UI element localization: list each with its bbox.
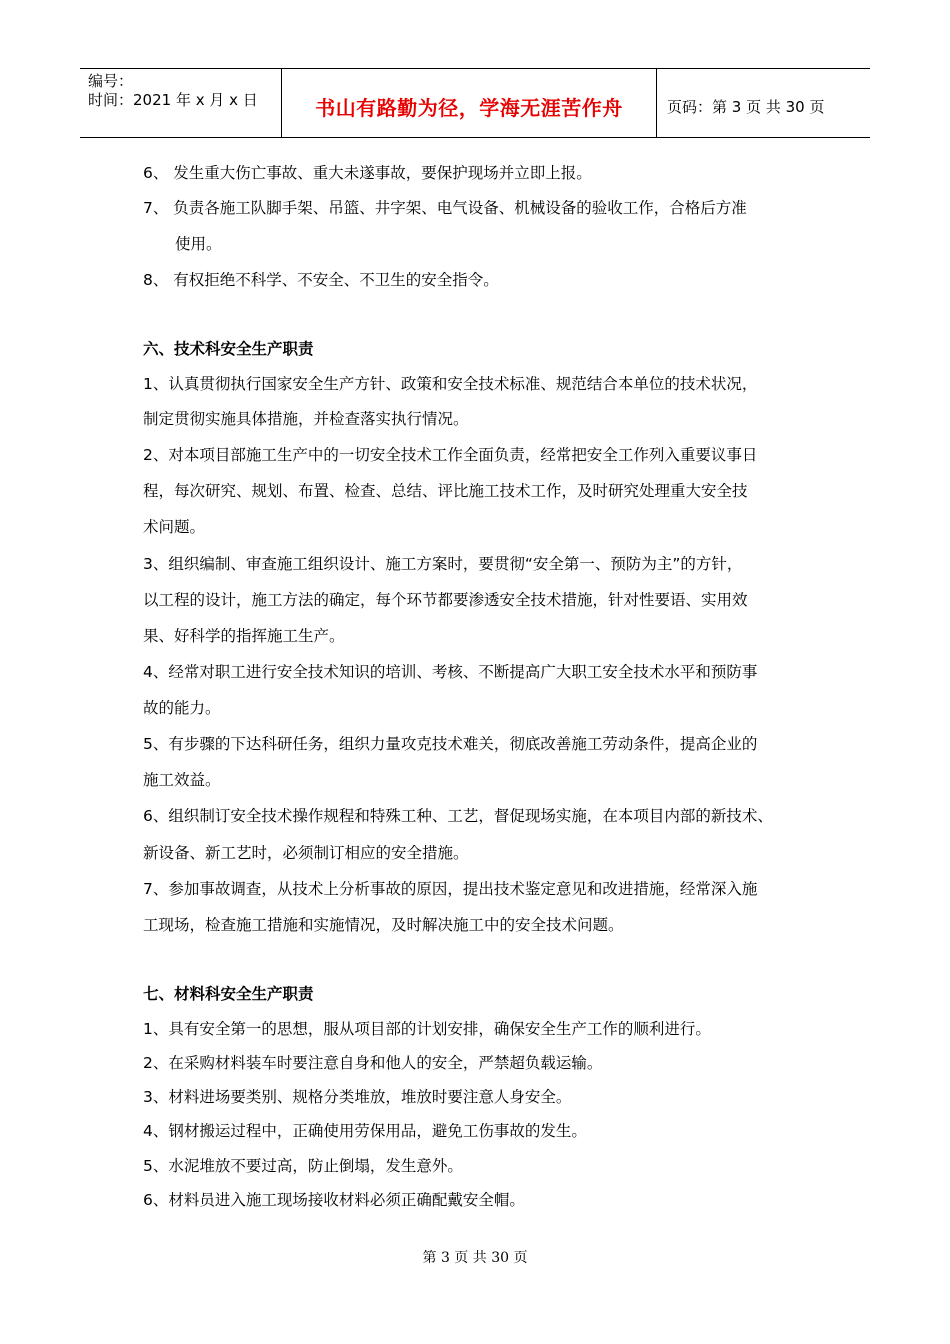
list-item: 8、 有权拒绝不科学、不安全、不卫生的安全指令。 [143,271,499,289]
paragraph-line: 5、有步骤的下达科研任务，组织力量攻克技术难关，彻底改善施工劳动条件，提高企业的 [143,735,758,753]
paragraph-line: 3、组织编制、审查施工组织设计、施工方案时，要贯彻“安全第一、预防为主”的方针， [143,555,743,573]
list-item-continuation: 使用。 [175,235,222,253]
page-footer: 第 3 页 共 30 页 [422,1250,528,1266]
document-number-label: 编号： [88,72,134,90]
paragraph-line: 制定贯彻实施具体措施，并检查落实执行情况。 [143,410,469,428]
paragraph-line: 施工效益。 [143,771,221,789]
document-date: 时间：2021 年 x 月 x 日 [88,91,258,109]
paragraph-line: 2、对本项目部施工生产中的一切安全技术工作全面负责，经常把安全工作列入重要议事日 [143,446,758,464]
paragraph-line: 术问题。 [143,518,206,536]
paragraph-line: 6、材料员进入施工现场接收材料必须正确配戴安全帽。 [143,1191,525,1209]
section-heading-materials: 七、材料科安全生产职责 [143,985,314,1003]
paragraph-line: 7、参加事故调查，从技术上分析事故的原因，提出技术鉴定意见和改进措施，经常深入施 [143,880,758,898]
paragraph-line: 果、好科学的指挥施工生产。 [143,627,345,645]
header-motto: 书山有路勤为径，学海无涯苦作舟 [315,95,623,120]
paragraph-line: 故的能力。 [143,699,221,717]
paragraph-line: 5、水泥堆放不要过高，防止倒塌，发生意外。 [143,1157,463,1175]
paragraph-line: 1、具有安全第一的思想，服从项目部的计划安排，确保安全生产工作的顺利进行。 [143,1020,711,1038]
paragraph-line: 6、组织制订安全技术操作规程和特殊工种、工艺，督促现场实施，在本项目内部的新技术、 [143,807,773,825]
header-page-info: 页码：第 3 页 共 30 页 [667,97,825,116]
list-item: 6、 发生重大伤亡事故、重大未遂事故，要保护现场并立即上报。 [143,164,592,182]
paragraph-line: 1、认真贯彻执行国家安全生产方针、政策和安全技术标准、规范结合本单位的技术状况， [143,375,758,393]
paragraph-line: 4、经常对职工进行安全技术知识的培训、考核、不断提高广大职工安全技术水平和预防事 [143,663,758,681]
paragraph-line: 2、在采购材料装车时要注意自身和他人的安全，严禁超负载运输。 [143,1054,603,1072]
paragraph-line: 3、材料进场要类别、规格分类堆放，堆放时要注意人身安全。 [143,1088,572,1106]
paragraph-line: 以工程的设计，施工方法的确定，每个环节都要渗透安全技术措施，针对性要语、实用效 [143,591,748,609]
list-item: 7、 负责各施工队脚手架、吊篮、井字架、电气设备、机械设备的验收工作，合格后方准 [143,199,747,217]
section-heading-tech: 六、技术科安全生产职责 [143,340,314,358]
paragraph-line: 工现场，检查施工措施和实施情况，及时解决施工中的安全技术问题。 [143,916,624,934]
paragraph-line: 新设备、新工艺时，必须制订相应的安全措施。 [143,844,469,862]
paragraph-line: 程，每次研究、规划、布置、检查、总结、评比施工技术工作，及时研究处理重大安全技 [143,482,748,500]
paragraph-line: 4、钢材搬运过程中，正确使用劳保用品，避免工伤事故的发生。 [143,1122,587,1140]
